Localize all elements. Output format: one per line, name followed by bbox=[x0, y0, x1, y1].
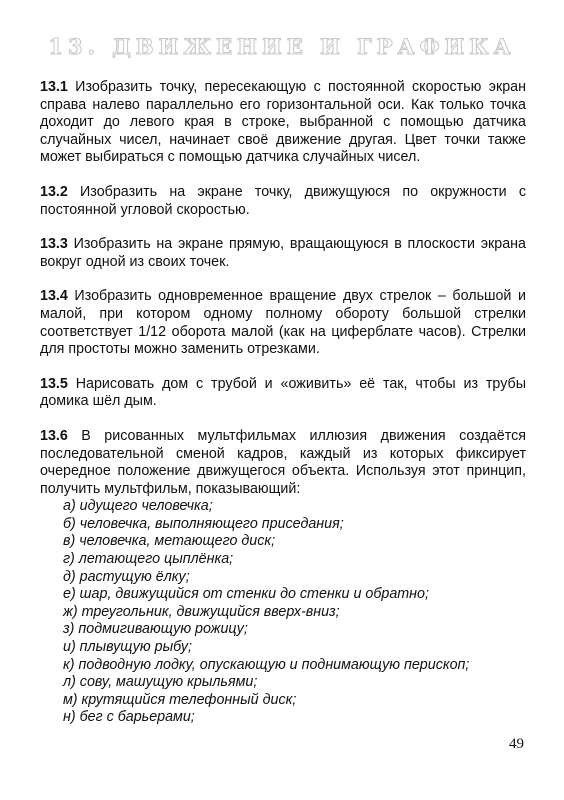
list-item: ж) треугольник, движущийся вверх-вниз; bbox=[63, 603, 340, 620]
animation-list bbox=[40, 498, 526, 727]
problem-text: В рисованных мультфильмах иллюзия движения создаётся последовательной сменой кадров, каждый из которых фиксирует очередное положение движущегося объекта. Используя этот принцип, получить мультфильм, показывающий: bbox=[40, 427, 526, 497]
problem-13-1 bbox=[40, 79, 526, 167]
list-item: л) сову, машущую крыльями; bbox=[63, 674, 258, 691]
problem-number: 13.2 bbox=[40, 183, 68, 200]
list-item: а) идущего человечка; bbox=[63, 498, 213, 515]
problem-13-5 bbox=[40, 376, 526, 411]
problem-13-3 bbox=[40, 236, 526, 271]
list-item: в) человечка, метающего диск; bbox=[63, 533, 276, 550]
list-item: д) растущую ёлку; bbox=[63, 568, 190, 585]
list-item: г) летающего цыплёнка; bbox=[63, 551, 234, 568]
problem-text: Изобразить на экране точку, движущуюся по окружности с постоянной угловой скоростью. bbox=[40, 183, 526, 218]
page-content bbox=[40, 79, 526, 727]
list-item: м) крутящийся телефонный диск; bbox=[63, 691, 297, 708]
problem-text: Изобразить точку, пересекающую с постоянной скоростью экран справа налево параллельно его горизонтальной оси. Как только точка доходит до левого края в строке, выбранной с помощью датчика случайных чисел, начинает своё движение другая. Цвет точки также может выбираться с помощью датчика случайных чисел. bbox=[40, 79, 526, 166]
page-title: 13. ДВИЖЕНИЕ И ГРАФИКА bbox=[48, 34, 516, 59]
problem-13-6 bbox=[40, 428, 526, 727]
problem-number: 13.5 bbox=[40, 375, 68, 392]
problem-text: Изобразить на экране прямую, вращающуюся в плоскости экрана вокруг одной из своих точек. bbox=[40, 236, 526, 270]
problem-number: 13.4 bbox=[40, 288, 68, 305]
problem-13-4 bbox=[40, 288, 526, 358]
list-item: н) бег с барьерами; bbox=[63, 709, 195, 726]
problem-number: 13.6 bbox=[40, 427, 68, 444]
problem-number: 13.1 bbox=[40, 79, 68, 95]
list-item: е) шар, движущийся от стенки до стенки и обратно; bbox=[63, 586, 429, 603]
list-item: з) подмигивающую рожицу; bbox=[63, 621, 248, 638]
problem-13-2 bbox=[40, 184, 526, 219]
page-number: 49 bbox=[509, 736, 524, 752]
list-item: к) подводную лодку, опускающую и поднимающую перископ; bbox=[63, 656, 470, 673]
list-item: и) плывущую рыбу; bbox=[63, 639, 192, 656]
problem-text: Изобразить одновременное вращение двух стрелок – большой и малой, при котором одному полному обороту большой стрелки соответствует 1/12 оборота малой (как на циферблате часов). Стрелки для простоты можно заменить отрезками. bbox=[40, 288, 526, 358]
problem-number: 13.3 bbox=[40, 236, 68, 253]
problem-text: Нарисовать дом с трубой и «оживить» её так, чтобы из трубы домика шёл дым. bbox=[40, 375, 526, 410]
list-item: б) человечка, выполняющего приседания; bbox=[63, 515, 344, 532]
